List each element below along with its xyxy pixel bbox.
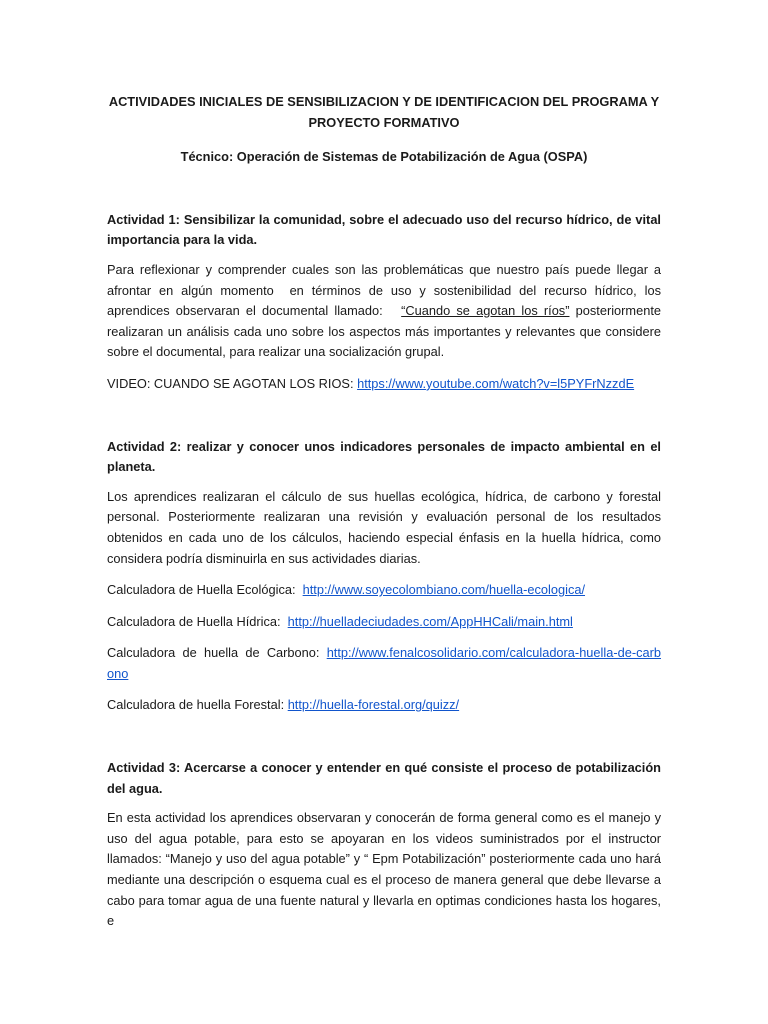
- activity3-heading: Actividad 3: Acercarse a conocer y entender en qué consiste el proceso de potabilización del agua.: [107, 760, 661, 796]
- calc-eco-line: [107, 580, 661, 601]
- video-line: [107, 374, 661, 395]
- calc-for-link[interactable]: http://huella-forestal.org/quizz/: [287, 697, 460, 713]
- calc-car-line: [107, 643, 661, 684]
- activity1-text-after: posteriormente realizaran un análisis cada uno sobre los aspectos más importantes y relevantes que considere sobre el documental, para realizar una socialización grupal.: [107, 303, 661, 360]
- activity3-paragraph: En esta actividad los aprendices observaran y conocerán de forma general como es el manejo y uso del agua potable, para esto se apoyaran en los videos suministrados por el instructor llamados: “Manejo y uso del agua potable” y “ Epm Potabilización” posteriormente cada uno hará mediante una descripción o esquema cual es el proceso de manera general que debe llevarse a cabo para tomar agua de una fuente natural y llevarla en optimas condiciones hasta los hogares, e: [107, 810, 661, 929]
- calc-eco-label: Calculadora de Huella Ecológica:: [107, 582, 303, 598]
- activity1-heading: Actividad 1: Sensibilizar la comunidad, sobre el adecuado uso del recurso hídrico, de vital importancia para la vida.: [107, 211, 661, 248]
- document-subtitle: Técnico: Operación de Sistemas de Potabilización de Agua (OSPA): [180, 149, 588, 165]
- calc-hid-label: Calculadora de Huella Hídrica:: [107, 613, 288, 629]
- video-link[interactable]: https://www.youtube.com/watch?v=l5PYFrNzzdE: [357, 375, 635, 391]
- calc-car-link[interactable]: http://www.fenalcosolidario.com/calculadora-huella-de-carbono: [107, 645, 661, 681]
- calc-car-label: Calculadora de huella de Carbono:: [107, 645, 327, 661]
- calc-for-line: [107, 695, 661, 716]
- video-label: VIDEO: CUANDO SE AGOTAN LOS RIOS:: [107, 375, 358, 391]
- calc-eco-link[interactable]: http://www.soyecolombiano.com/huella-ecologica/: [302, 582, 586, 598]
- activity2-heading: Actividad 2: realizar y conocer unos indicadores personales de impacto ambiental en el planeta.: [107, 438, 661, 475]
- document-title-line2: PROYECTO FORMATIVO: [308, 114, 460, 130]
- document-title-line1: ACTIVIDADES INICIALES DE SENSIBILIZACION Y DE IDENTIFICACION DEL PROGRAMA Y: [108, 94, 660, 109]
- calc-hid-line: [107, 612, 661, 633]
- activity2-paragraph: Los aprendices realizaran el cálculo de sus huellas ecológica, hídrica, de carbono y forestal personal. Posteriormente realizaran una revisión y evaluación personal de los resultados obtenidos en cada uno de los cálculos, haciendo especial énfasis en la huella hídrica, como considera podría disminuirla en sus actividades diarias.: [107, 488, 661, 566]
- calc-for-label: Calculadora de huella Forestal:: [107, 697, 288, 713]
- activity1-text-before: Para reflexionar y comprender cuales son las problemáticas que nuestro país puede llegar a afrontar en algún momento en términos de uso y sostenibilidad del recurso hídrico, los aprendices observaran el documental llamado:: [107, 261, 665, 319]
- calc-hid-link[interactable]: http://huelladeciudades.com/AppHHCali/main.html: [287, 613, 573, 629]
- documentary-title: “Cuando se agotan los ríos”: [401, 303, 570, 319]
- activity1-paragraph: [107, 260, 665, 363]
